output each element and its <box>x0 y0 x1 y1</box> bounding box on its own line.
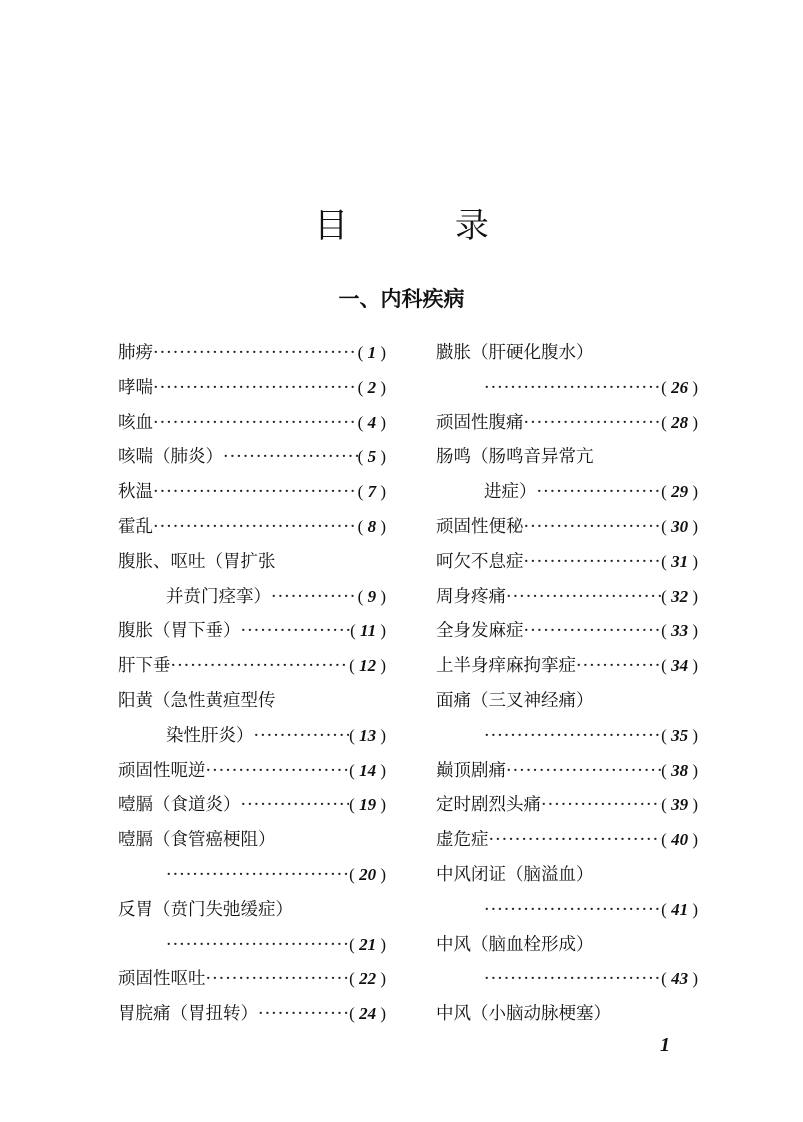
toc-entry-page: ( 38 ) <box>661 754 698 789</box>
leader-dots <box>506 754 661 789</box>
toc-entry-title: 并贲门痉挛） <box>166 586 271 607</box>
leader-dots <box>241 788 350 823</box>
toc-entry-page: ( 22 ) <box>349 962 386 997</box>
toc-entry[interactable] <box>436 754 698 789</box>
toc-entry-page: ( 35 ) <box>661 719 698 754</box>
toc-entry[interactable] <box>118 475 386 510</box>
toc-entry[interactable] <box>118 371 386 406</box>
leader-dots <box>166 928 349 963</box>
toc-entry-title: 面痛（三叉神经痛） <box>436 690 594 711</box>
toc-entry[interactable] <box>118 928 386 963</box>
toc-entry[interactable] <box>436 545 698 580</box>
leader-dots <box>524 545 662 580</box>
toc-entry[interactable] <box>118 754 386 789</box>
toc-entry[interactable] <box>118 649 386 684</box>
toc-entry-page: ( 13 ) <box>349 719 386 754</box>
toc-entry-page: ( 12 ) <box>349 649 386 684</box>
toc-entry-page: ( 30 ) <box>661 510 698 545</box>
toc-entry-page: ( 40 ) <box>661 823 698 858</box>
toc-entry-title: 噎膈（食管癌梗阻） <box>118 830 276 851</box>
leader-dots <box>206 754 350 789</box>
leader-dots <box>166 858 349 893</box>
leader-dots <box>524 614 662 649</box>
toc-entry-page: ( 32 ) <box>661 580 698 615</box>
leader-dots <box>506 580 661 615</box>
toc-entry-title: 中风（脑血栓形成） <box>436 934 594 955</box>
toc-entry[interactable] <box>118 893 386 928</box>
toc-entry-page: ( 7 ) <box>358 475 386 510</box>
toc-entry[interactable] <box>118 580 386 615</box>
toc-entry-title: 虚危症 <box>436 830 489 851</box>
toc-entry[interactable] <box>118 962 386 997</box>
toc-entry-title: 秋温 <box>118 482 153 503</box>
toc-entry[interactable] <box>118 545 386 580</box>
toc-entry-title: 哮喘 <box>118 377 153 398</box>
toc-entry-page: ( 1 ) <box>358 336 386 371</box>
toc-entry-page: ( 34 ) <box>661 649 698 684</box>
toc-entry-page: ( 21 ) <box>349 928 386 963</box>
toc-entry-page: ( 24 ) <box>349 997 386 1032</box>
toc-entry-title: 顽固性呕吐 <box>118 969 206 990</box>
toc-column-right <box>436 336 698 1032</box>
toc-entry[interactable] <box>436 510 698 545</box>
toc-entry[interactable] <box>118 997 386 1032</box>
leader-dots <box>484 893 661 928</box>
toc-entry-title: 中风（小脑动脉梗塞） <box>436 1004 611 1025</box>
leader-dots <box>576 649 661 684</box>
toc-entry-title: 进症） <box>484 482 537 503</box>
toc-entry-page: ( 11 ) <box>350 614 386 649</box>
leader-dots <box>153 510 358 545</box>
toc-entry-page: ( 31 ) <box>661 545 698 580</box>
toc-entry-page: ( 43 ) <box>661 962 698 997</box>
toc-entry[interactable] <box>118 614 386 649</box>
toc-entry-title: 顽固性呃逆 <box>118 760 206 781</box>
toc-entry-title: 腹胀（胃下垂） <box>118 621 241 642</box>
toc-entry-title: 全身发麻症 <box>436 621 524 642</box>
leader-dots <box>484 719 661 754</box>
toc-entry-title: 顽固性腹痛 <box>436 412 524 433</box>
page-title: 目 录 <box>314 206 537 246</box>
leader-dots <box>541 788 661 823</box>
toc-entry-title: 周身疼痛 <box>436 586 506 607</box>
toc-entry[interactable] <box>118 858 386 893</box>
toc-entry-title: 肠鸣（肠鸣音异常亢 <box>436 447 594 468</box>
toc-entry[interactable] <box>118 440 386 475</box>
toc-entry[interactable] <box>436 823 698 858</box>
toc-entry-page: ( 41 ) <box>661 893 698 928</box>
toc-entry-title: 肝下垂 <box>118 656 171 677</box>
leader-dots <box>271 580 358 615</box>
leader-dots <box>258 997 349 1032</box>
leader-dots <box>153 371 358 406</box>
leader-dots <box>153 336 358 371</box>
toc-entry-title: 咳血 <box>118 412 153 433</box>
toc-entry-page: ( 39 ) <box>661 788 698 823</box>
toc-entry[interactable] <box>436 336 698 371</box>
leader-dots <box>171 649 350 684</box>
toc-entry[interactable] <box>436 962 698 997</box>
leader-dots <box>153 406 358 441</box>
toc-column-left <box>118 336 386 1032</box>
toc-entry-page: ( 4 ) <box>358 406 386 441</box>
toc-entry-page: ( 20 ) <box>349 858 386 893</box>
toc-entry-title: 定时剧烈头痛 <box>436 795 541 816</box>
leader-dots <box>489 823 662 858</box>
toc-entry-page: ( 5 ) <box>358 440 386 475</box>
toc-entry-title: 肺痨 <box>118 343 153 363</box>
leader-dots <box>524 510 662 545</box>
toc-entry-page: ( 14 ) <box>349 754 386 789</box>
leader-dots <box>153 475 358 510</box>
toc-entry[interactable] <box>436 475 698 510</box>
toc-entry-page: ( 26 ) <box>661 371 698 406</box>
toc-entry-title: 中风闭证（脑溢血） <box>436 864 594 885</box>
toc-entry[interactable] <box>436 928 698 963</box>
toc-entry[interactable] <box>118 719 386 754</box>
toc-entry[interactable] <box>118 823 386 858</box>
toc-entry[interactable] <box>436 580 698 615</box>
toc-entry-title: 上半身痒麻拘挛症 <box>436 656 576 677</box>
toc-entry[interactable] <box>118 336 386 371</box>
leader-dots <box>537 475 662 510</box>
toc-entry-title: 呵欠不息症 <box>436 551 524 572</box>
toc-entry-page: ( 29 ) <box>661 475 698 510</box>
toc-entry[interactable] <box>436 997 698 1032</box>
toc-entry[interactable] <box>436 788 698 823</box>
toc-entry-page: ( 33 ) <box>661 614 698 649</box>
page-number: 1 <box>660 1034 670 1056</box>
leader-dots <box>206 962 350 997</box>
toc-entry-title: 臌胀（肝硬化腹水） <box>436 343 594 363</box>
toc-entry[interactable] <box>436 406 698 441</box>
leader-dots <box>484 371 661 406</box>
toc-entry-page: ( 8 ) <box>358 510 386 545</box>
toc-entry-page: ( 9 ) <box>358 580 386 615</box>
toc-entry[interactable] <box>436 371 698 406</box>
toc-entry[interactable] <box>436 684 698 719</box>
toc-entry-title: 霍乱 <box>118 516 153 537</box>
toc-entry[interactable] <box>436 858 698 893</box>
toc-entry[interactable] <box>436 614 698 649</box>
toc-entry[interactable] <box>436 893 698 928</box>
leader-dots <box>524 406 662 441</box>
toc-entry[interactable] <box>436 440 698 475</box>
leader-dots <box>241 614 351 649</box>
leader-dots <box>484 962 661 997</box>
toc-entry-page: ( 2 ) <box>358 371 386 406</box>
toc-entry-title: 阳黄（急性黄疸型传 <box>118 690 276 711</box>
leader-dots <box>223 440 358 475</box>
toc-entry[interactable] <box>118 684 386 719</box>
toc-entry-page: ( 28 ) <box>661 406 698 441</box>
section-heading: 一、内科疾病 <box>338 286 465 311</box>
toc-entry[interactable] <box>436 719 698 754</box>
toc-entry[interactable] <box>118 788 386 823</box>
toc-entry[interactable] <box>436 649 698 684</box>
toc-entry-title: 反胃（贲门失弛缓症） <box>118 899 293 920</box>
toc-entry-title: 顽固性便秘 <box>436 516 524 537</box>
toc-entry-page: ( 19 ) <box>349 788 386 823</box>
toc-entry[interactable] <box>118 510 386 545</box>
toc-entry-title: 巅顶剧痛 <box>436 760 506 781</box>
toc-entry-title: 染性肝炎） <box>166 725 254 746</box>
toc-entry-title: 胃脘痛（胃扭转） <box>118 1004 258 1025</box>
leader-dots <box>254 719 350 754</box>
toc-entry-title: 咳喘（肺炎） <box>118 447 223 468</box>
toc-entry-title: 腹胀、呕吐（胃扩张 <box>118 551 276 572</box>
toc-entry[interactable] <box>118 406 386 441</box>
toc-entry-title: 噎膈（食道炎） <box>118 795 241 816</box>
